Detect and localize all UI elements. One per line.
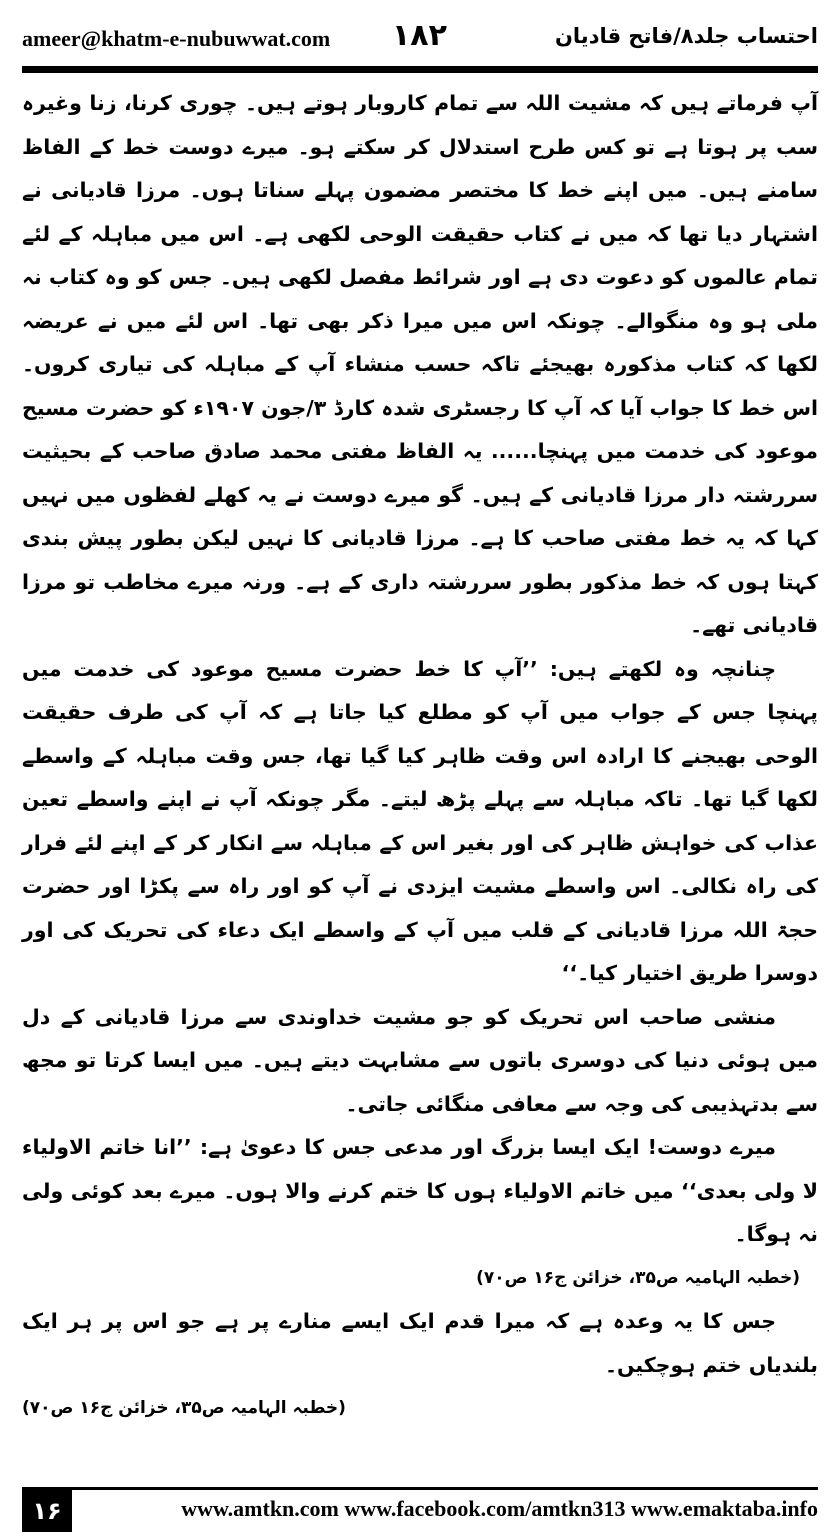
page-footer	[22, 1487, 818, 1532]
header-book-title: احتساب جلد۸/فاتح قادیان	[555, 24, 818, 48]
header-page-number: ۱۸۲	[392, 18, 447, 53]
paragraph-4: میرے دوست! ایک ایسا بزرگ اور مدعی جس کا دعویٰ ہے: ’’انا خاتم الاولیاء لا ولی بعدی‘‘ میں خاتم الاولیاء ہوں کا ختم کرنے والا ہوں۔ میرے بعد کوئی ولی نہ ہوگا۔	[22, 1135, 818, 1246]
paragraph-1: آپ فرماتے ہیں کہ مشیت اللہ سے تمام کاروبار ہوتے ہیں۔ چوری کرنا، زنا وغیرہ سب پر ہوتا ہے تو کس طرح استدلال کر سکتے ہو۔ میرے دوست خط کے الفاظ سامنے ہیں۔ میں اپنے خط کا مختصر مضمون پہلے سناتا ہوں۔ مرزا قادیانی نے اشتہار دیا تھا کہ میں نے کتاب حقیقت الوحی لکھی ہے۔ اس میں مباہلہ کے لئے تمام عالموں کو دعوت دی ہے اور شرائط مفصل لکھی ہیں۔ جس کو وہ کتاب نہ ملی ہو وہ منگوالے۔ چونکہ اس میں میرا ذکر بھی تھا۔ اس لئے میں نے عریضہ لکھا کہ کتاب مذکورہ بھیجئے تاکہ حسب منشاء آپ کے مباہلہ کی تیاری کروں۔ اس خط کا جواب آیا کہ آپ کا رجسٹری شدہ کارڈ ۳/جون ۱۹۰۷ء کو حضرت مسیح موعود کی خدمت میں پہنچا...... یہ الفاظ مفتی محمد صادق صاحب کے بحیثیت سررشتہ دار مرزا قادیانی کے ہیں۔ گو میرے دوست نے یہ کھلے لفظوں میں نہیں کہا کہ یہ خط مفتی صاحب کا ہے۔ مرزا قادیانی کا نہیں لیکن بطور پیش بندی کہتا ہوں کہ خط مذکور بطور سررشتہ داری کے ہے۔ ورنہ میرے مخاطب تو مرزا قادیانی تھے۔	[22, 91, 819, 637]
header-email: ameer@khatm-e-nubuwwat.com	[22, 26, 331, 51]
header-rule	[22, 66, 818, 73]
footer-links: www.amtkn.com www.facebook.com/amtkn313 www.emaktaba.info	[181, 1496, 818, 1521]
footer-page-badge: ۱۶	[22, 1490, 72, 1532]
page-header	[22, 14, 818, 74]
citation-1: (خطبہ الہامیہ ص۳۵، خزائن ج۱۶ ص۷۰)	[476, 1267, 800, 1288]
paragraph-3: منشی صاحب اس تحریک کو جو مشیت خداوندی سے مرزا قادیانی کے دل میں ہوئی دنیا کی دوسری باتوں سے مشابہت دیتے ہیں۔ میں ایسا کرتا تو مجھ سے بدتہذیبی کی وجہ سے معافی منگائی جاتی۔	[22, 1004, 818, 1116]
paragraph-2: چنانچہ وہ لکھتے ہیں: ’’آپ کا خط حضرت مسیح موعود کی خدمت میں پہنچا جس کے جواب میں آپ کو مطلع کیا جاتا ہے کہ آپ کی طرف حقیقت الوحی بھیجنے کا ارادہ اس وقت ظاہر کیا گیا تھا، جس وقت مباہلہ کے واسطے لکھا گیا تھا۔ تاکہ مباہلہ سے پہلے پڑھ لیتے۔ مگر چونکہ آپ نے اپنے واسطے تعین عذاب کی خواہش ظاہر کی اور بغیر اس کے مباہلہ سے انکار کر کے اپنے لئے فرار کی راہ نکالی۔ اس واسطے مشیت ایزدی نے آپ کو اور راہ سے پکڑا اور حضرت حجۃ اللہ مرزا قادیانی کے قلب میں آپ کے واسطے ایک دعاء کی تحریک کی اور دوسرا طریق اختیار کیا۔‘‘	[22, 656, 818, 985]
paragraph-5: جس کا یہ وعدہ ہے کہ میرا قدم ایک ایسے منارے پر ہے جو اس پر ہر ایک بلندیاں ختم ہوچکیں۔	[22, 1309, 818, 1377]
citation-2: (خطبہ الہامیہ ص۳۵، خزائن ج۱۶ ص۷۰)	[22, 1398, 346, 1418]
page-content	[22, 82, 818, 1431]
